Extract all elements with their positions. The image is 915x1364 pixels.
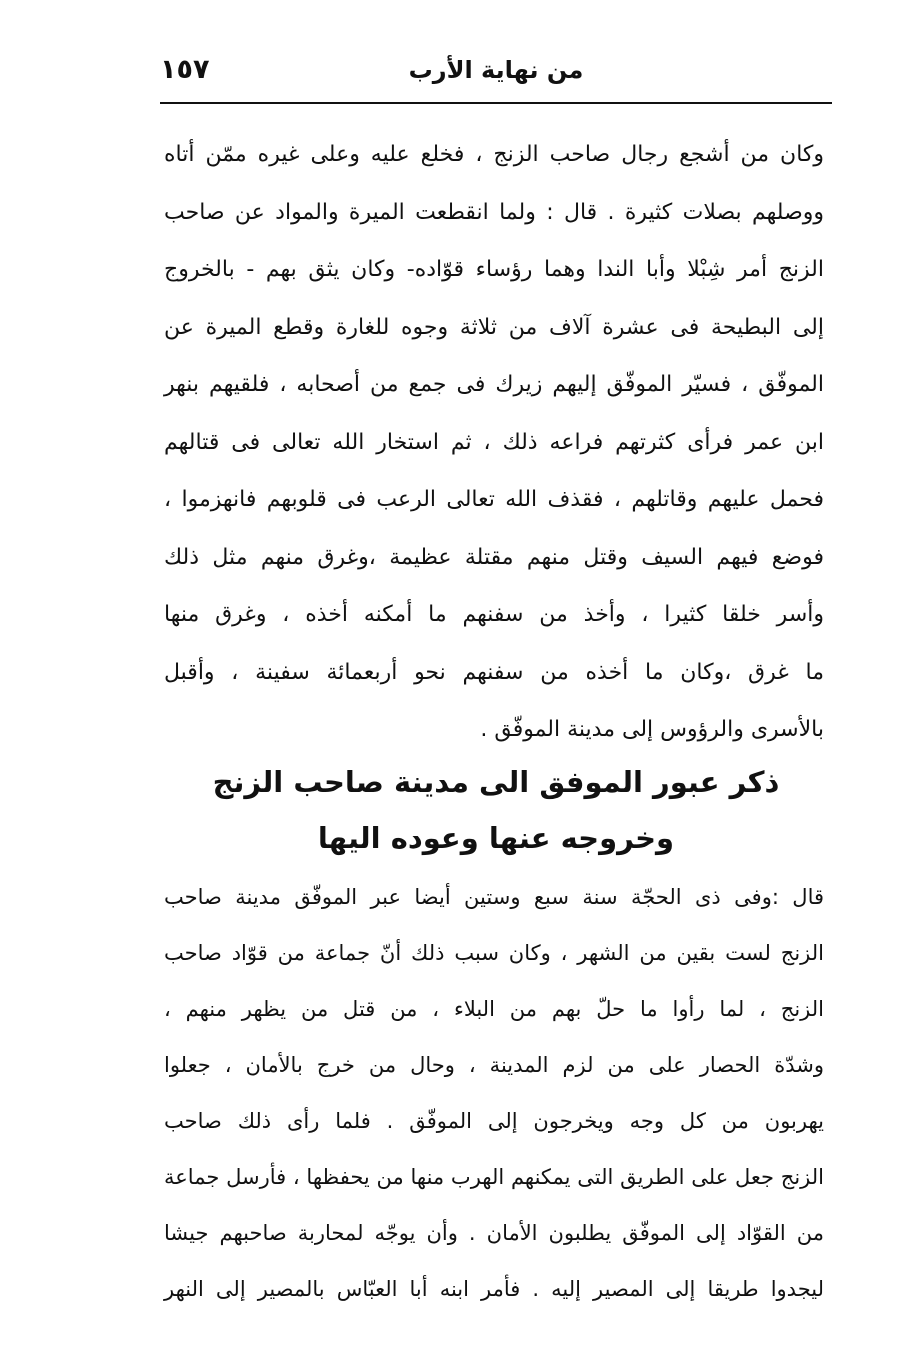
paragraph-2 (164, 869, 824, 1317)
text-line: وكان من أشجع رجال صاحب الزنج ، فخلع عليه وعلى غيره ممّن أتاه (164, 142, 824, 167)
text-line: الزنج جعل على الطريق التى يمكنهم الهرب منها من يحفظها ، فأرسل جماعة (164, 1165, 824, 1189)
text-line: وأسر خلقا كثيرا ، وأخذ من سفنهم ما أمكنه أخذه ، وغرق منها (164, 602, 824, 627)
heading-line-2: وخروجه عنها وعوده اليها (317, 821, 675, 855)
text-line: فحمل عليهم وقاتلهم ، فقذف الله تعالى الرعب فى قلوبهم فانهزموا ، (164, 487, 824, 512)
text-line: ووصلهم بصلات كثيرة . قال : ولما انقطعت الميرة والمواد عن صاحب (164, 199, 824, 225)
text-line: إلى البطيحة فى عشرة آلاف من ثلاثة وجوه للغارة وقطع الميرة عن (164, 314, 824, 340)
section-heading (160, 754, 832, 866)
text-line: من القوّاد إلى الموفّق يطلبون الأمان . وأن يوجّه لمحاربة صاحبهم جيشا (164, 1221, 824, 1245)
paragraph-1 (164, 126, 824, 759)
text-line: الموفّق ، فسيّر الموفّق إليهم زيرك فى جمع من أصحابه ، فلقيهم بنهر (164, 372, 824, 397)
text-line: وشدّة الحصار على من لزم المدينة ، وحال من خرج بالأمان ، جعلوا (164, 1053, 824, 1077)
text-line: الزنج ، لما رأوا ما حلّ بهم من البلاء ، من قتل من يظهر منهم ، (164, 997, 824, 1021)
text-line: قال :وفى ذى الحجّة سنة سبع وستين أيضا عبر الموفّق مدينة صاحب (164, 885, 824, 909)
text-line: بالأسرى والرؤوس إلى مدينة الموفّق . (480, 717, 824, 742)
text-line: الزنج أمر شِبْلا وأبا الندا وهما رؤساء قوّاده- وكان يثق بهم - بالخروج (164, 257, 824, 282)
text-line: فوضع فيهم السيف وقتل منهم مقتلة عظيمة ،وغرق منهم مثل ذلك (164, 544, 824, 570)
text-line: ليجدوا طريقا إلى المصير إليه . فأمر ابنه أبا العبّاس بالمصير إلى النهر (164, 1277, 824, 1301)
text-line: يهربون من كل وجه ويخرجون إلى الموفّق . فلما رأى ذلك صاحب (164, 1109, 824, 1133)
running-title: من نهاية الأرب (408, 56, 584, 84)
page-header (160, 52, 832, 104)
text-line: الزنج لست بقين من الشهر ، وكان سبب ذلك أنّ جماعة من قوّاد صاحب (164, 941, 824, 965)
text-line: ابن عمر فرأى كثرتهم فراعه ذلك ، ثم استخار الله تعالى فى قتالهم (164, 429, 824, 455)
heading-line-1: ذكر عبور الموفق الى مدينة صاحب الزنج (212, 765, 780, 799)
text-line: ما غرق ،وكان ما أخذه من سفنهم نحو أربعمائة سفينة ، وأقبل (164, 659, 824, 685)
page-number: ١٥٧ (160, 54, 210, 85)
